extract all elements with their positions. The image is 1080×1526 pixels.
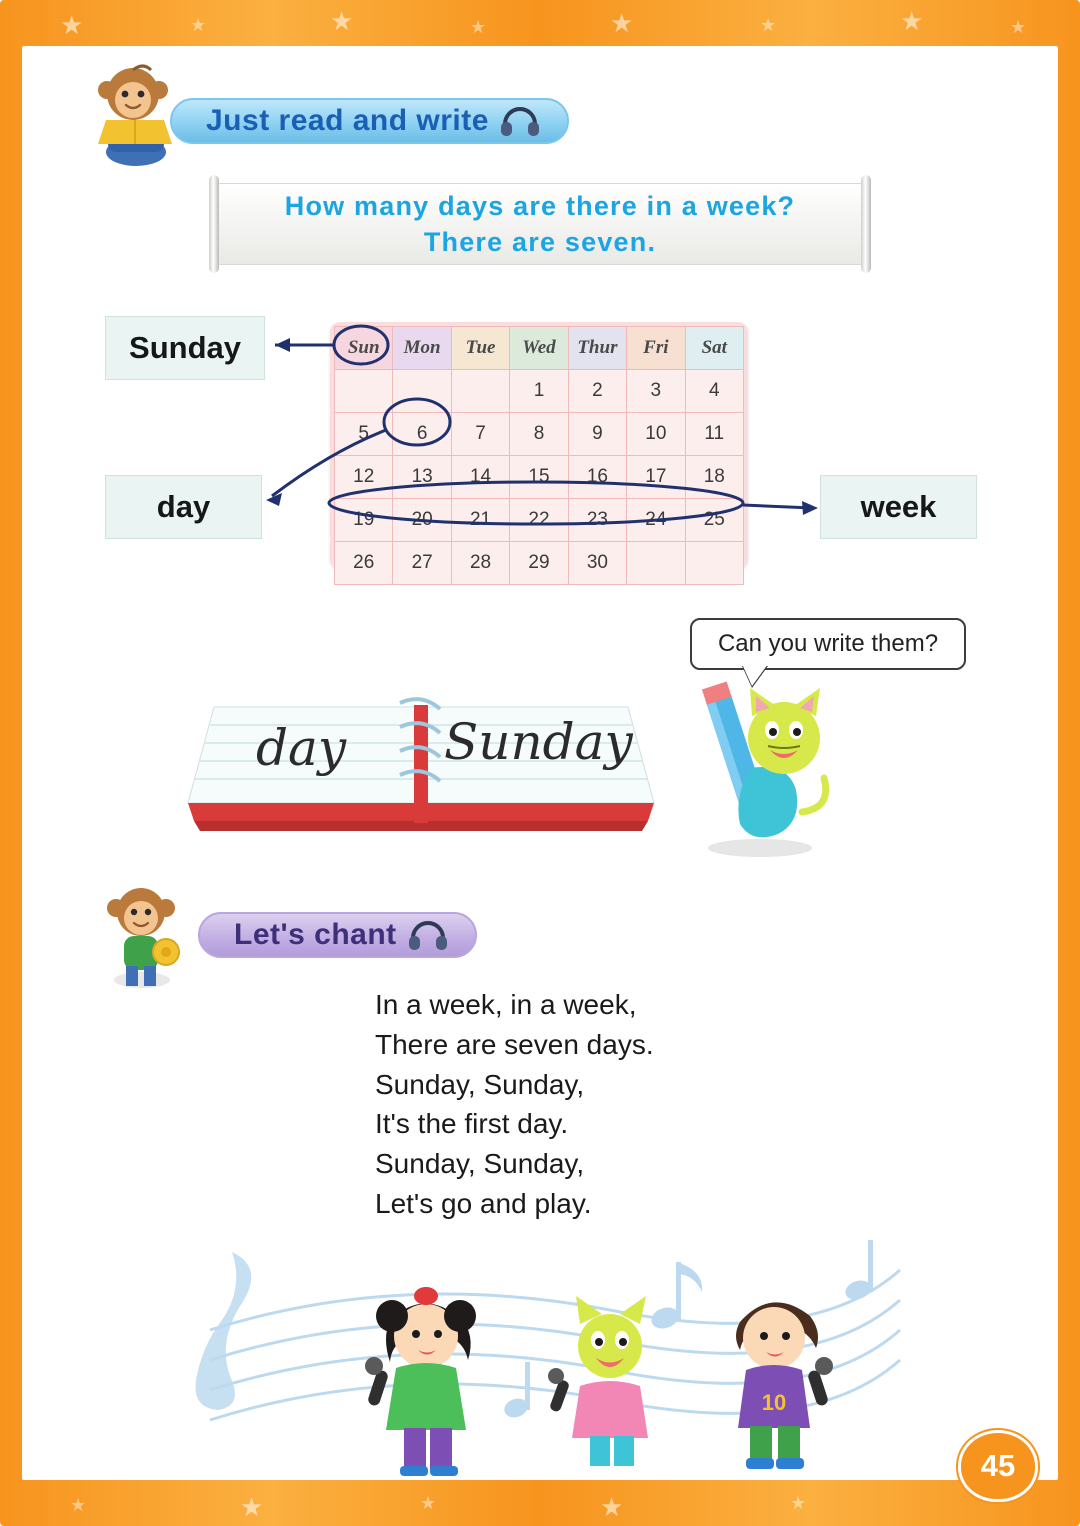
scroll-banner xyxy=(205,175,875,273)
calendar-cell: 7 xyxy=(451,413,509,456)
calendar-cell xyxy=(451,370,509,413)
chant-lyrics xyxy=(375,985,654,1224)
star-decor-icon: ★ xyxy=(1010,17,1027,37)
calendar-header-row xyxy=(335,327,744,370)
scroll-rod-left xyxy=(209,175,219,273)
section-title-label: Let's chant xyxy=(234,918,397,951)
cat-with-pencil-character xyxy=(690,672,840,857)
calendar-cell: 13 xyxy=(393,456,451,499)
star-decor-icon: ★ xyxy=(420,1493,437,1513)
table-row xyxy=(335,542,744,585)
scroll-rod-right xyxy=(861,175,871,273)
speech-bubble-can-you-write-them xyxy=(690,618,966,670)
calendar-cell xyxy=(627,542,685,585)
calendar-cell: 3 xyxy=(627,370,685,413)
calendar-cell xyxy=(685,542,743,585)
chant-line: Let's go and play. xyxy=(375,1187,592,1219)
monkey-reading-mascot xyxy=(92,60,178,170)
calendar-cell: 22 xyxy=(510,499,568,542)
calendar-cell: 20 xyxy=(393,499,451,542)
page-number-badge xyxy=(958,1430,1038,1502)
calendar-header-sun: Sun xyxy=(335,327,393,370)
calendar-cell: 12 xyxy=(335,456,393,499)
calendar-header-tue: Tue xyxy=(451,327,509,370)
calendar-header-sat: Sat xyxy=(685,327,743,370)
calendar-cell: 18 xyxy=(685,456,743,499)
calendar-header-mon: Mon xyxy=(393,327,451,370)
chant-line: Sunday, Sunday, xyxy=(375,1068,585,1100)
calendar-cell: 26 xyxy=(335,542,393,585)
word-box-day xyxy=(105,475,262,539)
book-right-word: Sunday xyxy=(444,713,633,771)
calendar-cell: 27 xyxy=(393,542,451,585)
calendar-cell: 4 xyxy=(685,370,743,413)
calendar-header-wed: Wed xyxy=(510,327,568,370)
section-title-just-read-and-write xyxy=(170,98,569,144)
headphones-icon xyxy=(407,916,449,955)
word-box-week-label: week xyxy=(860,489,937,524)
cat-singer-character xyxy=(540,1288,680,1478)
calendar-cell: 16 xyxy=(568,456,626,499)
calendar-cell: 17 xyxy=(627,456,685,499)
chant-line: It's the first day. xyxy=(375,1108,569,1140)
chant-line: Sunday, Sunday, xyxy=(375,1148,585,1179)
headphones-icon xyxy=(499,102,541,141)
star-decor-icon: ★ xyxy=(470,17,487,37)
calendar-cell: 6 xyxy=(393,413,451,456)
calendar-cell: 25 xyxy=(685,499,743,542)
calendar-cell: 30 xyxy=(568,542,626,585)
calendar-cell: 5 xyxy=(335,413,393,456)
star-decor-icon: ★ xyxy=(190,15,207,35)
boy-singer-character xyxy=(700,1258,850,1478)
calendar-cell: 9 xyxy=(568,413,626,456)
table-row xyxy=(335,499,744,542)
calendar-cell: 19 xyxy=(335,499,393,542)
calendar-cell: 15 xyxy=(510,456,568,499)
calendar-header-thur: Thur xyxy=(568,327,626,370)
word-box-week xyxy=(820,475,977,539)
girl-singer-character xyxy=(352,1258,502,1478)
banner-line-2: There are seven. xyxy=(423,227,657,257)
monkey-drummer-mascot xyxy=(98,880,184,990)
calendar-cell: 14 xyxy=(451,456,509,499)
calendar-cell: 24 xyxy=(627,499,685,542)
star-decor-icon: ★ xyxy=(240,1492,264,1522)
calendar-cell: 21 xyxy=(451,499,509,542)
calendar-header-fri: Fri xyxy=(627,327,685,370)
boy-shirt-number: 10 xyxy=(761,1390,787,1415)
calendar-cell: 23 xyxy=(568,499,626,542)
calendar-cell: 1 xyxy=(510,370,568,413)
star-decor-icon: ★ xyxy=(330,6,354,36)
chant-line: In a week, in a week, xyxy=(375,989,637,1020)
section-title-label: Just read and write xyxy=(206,104,489,137)
calendar-cell: 2 xyxy=(568,370,626,413)
calendar-cell xyxy=(393,370,451,413)
calendar-table xyxy=(330,322,748,573)
speech-bubble-text: Can you write them? xyxy=(717,630,939,657)
book-left-word: day xyxy=(256,719,347,777)
star-decor-icon: ★ xyxy=(70,1495,87,1515)
table-row xyxy=(335,456,744,499)
calendar-cell: 8 xyxy=(510,413,568,456)
banner-line-1: How many days are there in a week? xyxy=(284,190,796,221)
star-decor-icon: ★ xyxy=(600,1492,624,1522)
calendar-cell: 10 xyxy=(627,413,685,456)
word-box-sunday xyxy=(105,316,265,380)
table-row xyxy=(335,413,744,456)
word-box-sunday-label: Sunday xyxy=(129,330,241,365)
calendar-cell: 29 xyxy=(510,542,568,585)
calendar-cell: 28 xyxy=(451,542,509,585)
chant-line: There are seven days. xyxy=(375,1028,654,1060)
star-decor-icon: ★ xyxy=(60,10,84,40)
star-decor-icon: ★ xyxy=(900,6,924,36)
star-decor-icon: ★ xyxy=(760,15,777,35)
table-row xyxy=(335,370,744,413)
page-number-label: 45 xyxy=(980,1448,1016,1483)
word-box-day-label: day xyxy=(156,489,211,524)
calendar-cell: 11 xyxy=(685,413,743,456)
star-decor-icon: ★ xyxy=(790,1493,807,1513)
open-book-illustration xyxy=(186,695,656,840)
calendar-cell xyxy=(335,370,393,413)
star-decor-icon: ★ xyxy=(610,8,634,38)
section-title-lets-chant xyxy=(198,912,477,958)
